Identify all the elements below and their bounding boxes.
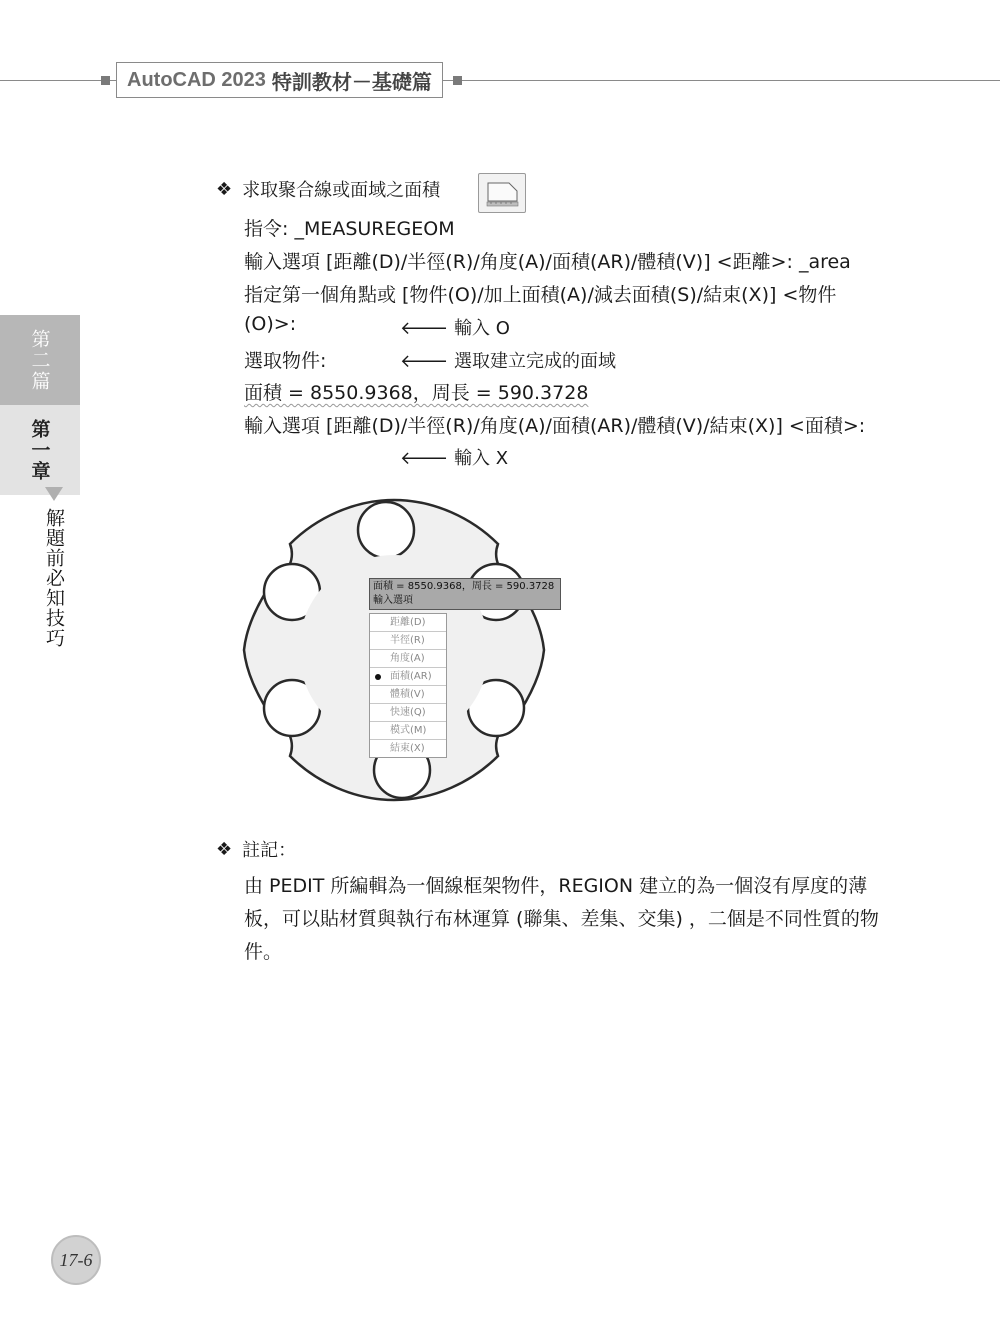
tooltip-prompt: 輸入選項 <box>373 595 413 606</box>
header-square-left <box>101 76 110 85</box>
notes-title: 註記： <box>242 840 297 861</box>
section-heading-area <box>216 176 440 202</box>
bullet-diamond-icon: ❖ <box>216 178 233 200</box>
prompt-line-object: (O)>: <box>244 313 297 335</box>
section-title: 求取聚合線或面域之面積 <box>242 180 441 201</box>
tooltip-area-value: 面積 = 8550.9368，周長 = 590.3728 <box>373 581 555 592</box>
prompt-line-options-exit: 輸入選項 [距離(D)/半徑(R)/角度(A)/面積(AR)/體積(V)/結束(X)] <面積>: <box>244 415 866 437</box>
prompt-line-first-corner: 指定第一個角點或 [物件(O)/加上面積(A)/減去面積(S)/結束(X)] <物件 <box>244 284 837 306</box>
header-square-right <box>453 76 462 85</box>
menu-item-exit[interactable]: 結束(X) <box>390 743 425 754</box>
prompt-line-options: 輸入選項 [距離(D)/半徑(R)/角度(A)/面積(AR)/體積(V)] <距離>: _area <box>244 251 851 273</box>
bullet-diamond-icon: ❖ <box>216 838 233 860</box>
measure-area-icon <box>478 173 526 213</box>
prompt-line-select: 選取物件: <box>244 350 327 372</box>
note-enter-x: 🡐 輸入 X <box>400 448 509 469</box>
side-tab-chapter: 第一章 <box>0 405 80 495</box>
note-select-region: 🡐 選取建立完成的面域 <box>400 351 616 372</box>
notes-body: 由 PEDIT 所編輯為一個線框架物件，REGION 建立的為一個沒有厚度的薄板，可以貼材質與執行布林運算 (聯集、差集、交集) ，二個是不同性質的物件。 <box>244 875 879 963</box>
menu-item-area[interactable]: 面積(AR) <box>370 668 446 686</box>
running-header <box>116 62 443 98</box>
area-result: 面積 = 8550.9368，周長 = 590.3728 <box>244 382 589 404</box>
area-tooltip <box>369 578 561 610</box>
note-enter-o: 🡐 輸入 O <box>400 318 510 339</box>
page-number: 17-6 <box>51 1235 101 1285</box>
menu-item-mode[interactable]: 模式(M) <box>370 722 446 740</box>
menu-item-volume[interactable]: 體積(V) <box>370 686 446 704</box>
selected-dot-icon <box>375 674 381 680</box>
side-tab-part: 第二篇 <box>0 315 80 405</box>
side-tab-title: 解題前必知技巧 <box>43 508 65 648</box>
menu-item-angle[interactable]: 角度(A) <box>370 650 446 668</box>
result-line <box>244 378 588 405</box>
command-line: 指令: _MEASUREGEOM <box>244 218 455 240</box>
menu-item-quick[interactable]: 快速(Q) <box>370 704 446 722</box>
header-brand: AutoCAD 2023 <box>127 68 266 91</box>
menu-item-distance[interactable]: 距離(D) <box>370 614 446 632</box>
notes-heading <box>216 836 296 862</box>
side-tab-arrow-icon <box>45 487 63 501</box>
menu-item-radius[interactable]: 半徑(R) <box>370 632 446 650</box>
option-menu <box>369 613 447 758</box>
header-title: 特訓教材－基礎篇 <box>271 69 432 94</box>
